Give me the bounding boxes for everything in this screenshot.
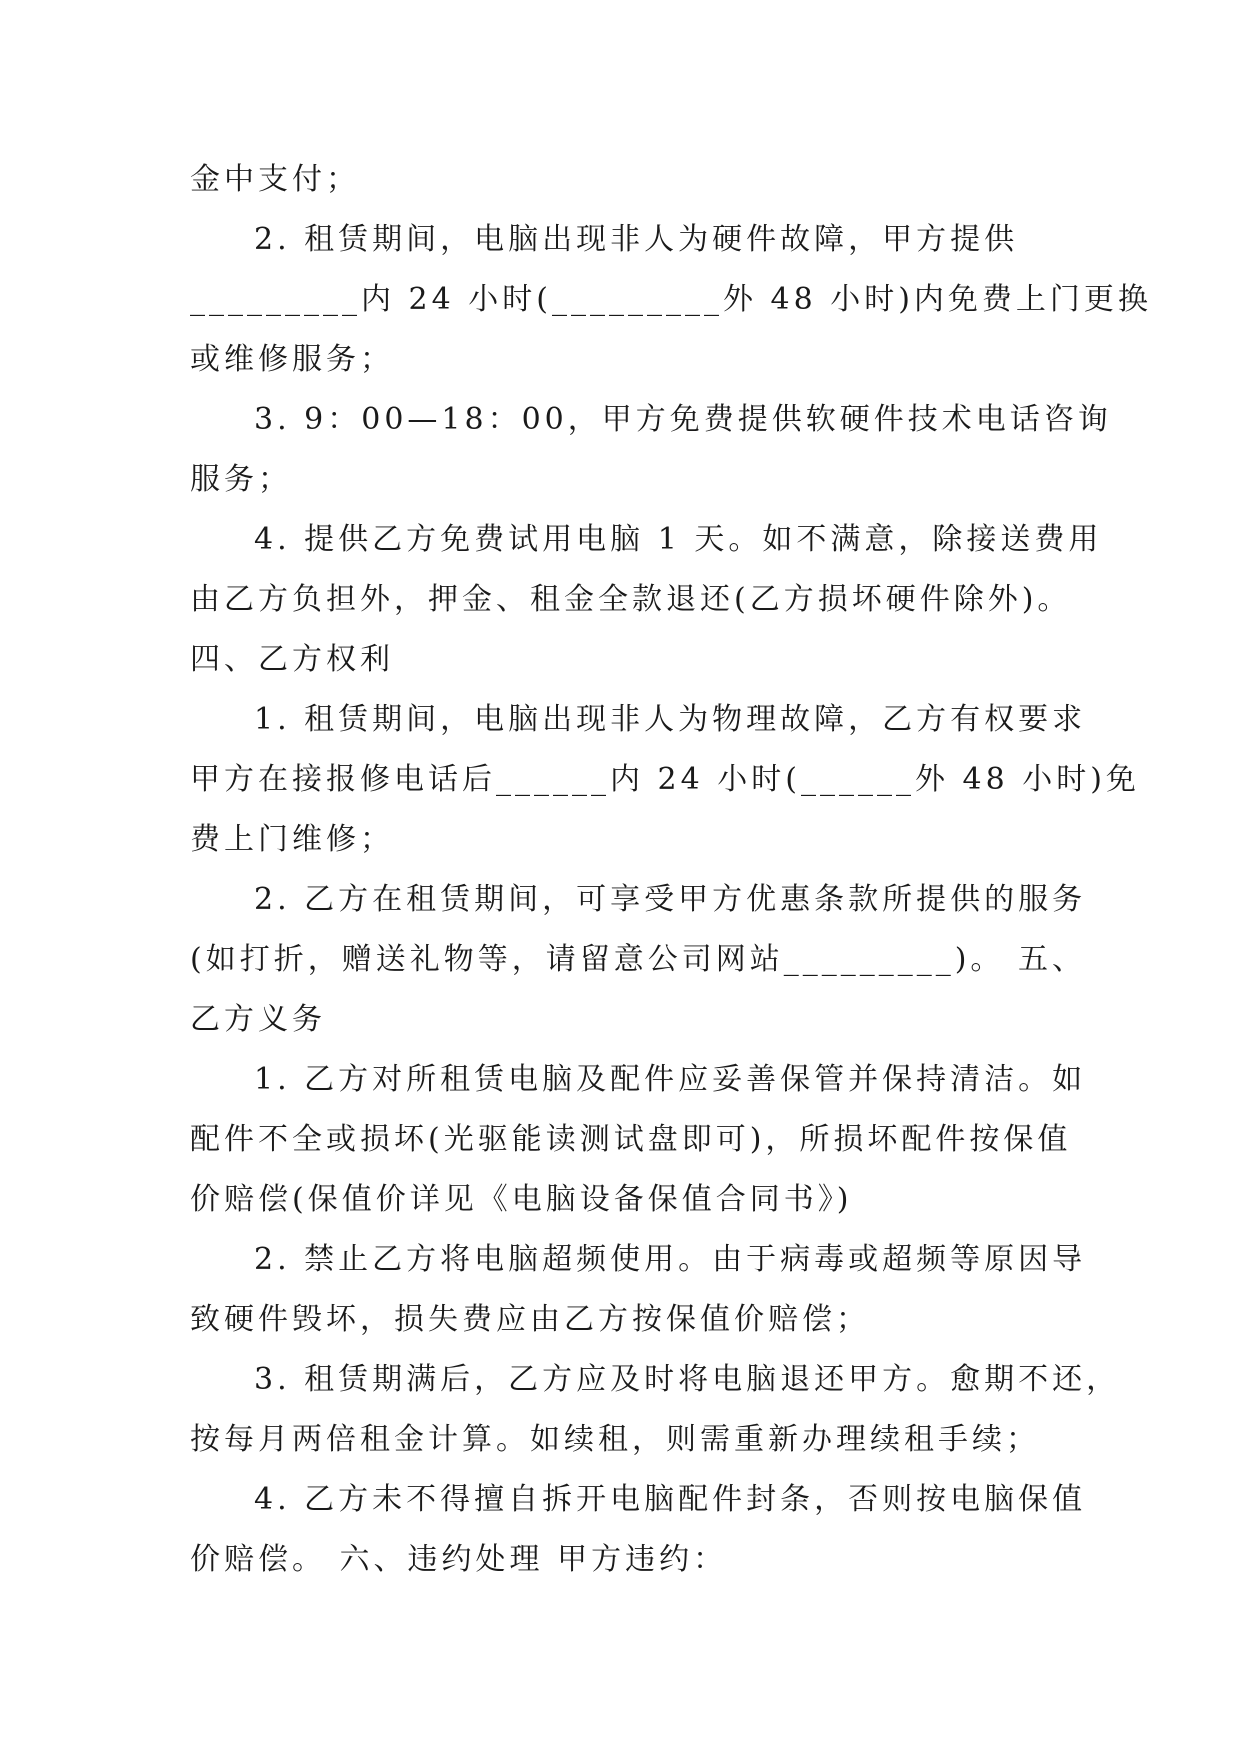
text-line: 配件不全或损坏(光驱能读测试盘即可)，所损坏配件按保值 bbox=[190, 1122, 1072, 1157]
text-line: 2. 租赁期间，电脑出现非人为硬件故障，甲方提供 bbox=[254, 222, 1019, 257]
section-heading: 四、乙方权利 bbox=[190, 642, 394, 677]
text-line: 致硬件毁坏，损失费应由乙方按保值价赔偿； bbox=[190, 1302, 870, 1337]
text-line: 2. 乙方在租赁期间，可享受甲方优惠条款所提供的服务 bbox=[254, 882, 1087, 917]
text-line: 3. 9：00—18：00，甲方免费提供软硬件技术电话咨询 bbox=[254, 402, 1112, 437]
text-line: 由乙方负担外，押金、租金全款退还(乙方损坏硬件除外)。 bbox=[190, 582, 1072, 617]
text-line: (如打折，赠送礼物等，请留意公司网站_________)。 五、 bbox=[190, 942, 1086, 977]
text-line: 4. 乙方未不得擅自拆开电脑配件封条，否则按电脑保值 bbox=[254, 1482, 1087, 1517]
text-line: 甲方在接报修电话后______内 24 小时(______外 48 小时)免 bbox=[190, 762, 1140, 797]
text-line: 1. 租赁期间，电脑出现非人为物理故障，乙方有权要求 bbox=[254, 702, 1087, 737]
text-line: 价赔偿。 六、违约处理 甲方违约： bbox=[190, 1542, 728, 1577]
text-line: 金中支付； bbox=[190, 162, 360, 197]
document-body bbox=[190, 150, 1152, 1590]
text-line: 3. 租赁期满后，乙方应及时将电脑退还甲方。愈期不还， bbox=[254, 1362, 1121, 1397]
text-line: 价赔偿(保值价详见《电脑设备保值合同书》) bbox=[190, 1182, 853, 1217]
text-line: 按每月两倍租金计算。如续租，则需重新办理续租手续； bbox=[190, 1422, 1040, 1457]
section-heading: 乙方义务 bbox=[190, 1002, 326, 1037]
text-line: 服务； bbox=[190, 462, 292, 497]
text-line: _________内 24 小时(_________外 48 小时)内免费上门更换 bbox=[190, 282, 1152, 317]
text-line: 2. 禁止乙方将电脑超频使用。由于病毒或超频等原因导 bbox=[254, 1242, 1087, 1277]
text-line: 费上门维修； bbox=[190, 822, 394, 857]
text-line: 4. 提供乙方免费试用电脑 1 天。如不满意，除接送费用 bbox=[254, 522, 1103, 557]
text-line: 或维修服务； bbox=[190, 342, 394, 377]
text-line: 1. 乙方对所租赁电脑及配件应妥善保管并保持清洁。如 bbox=[254, 1062, 1087, 1097]
